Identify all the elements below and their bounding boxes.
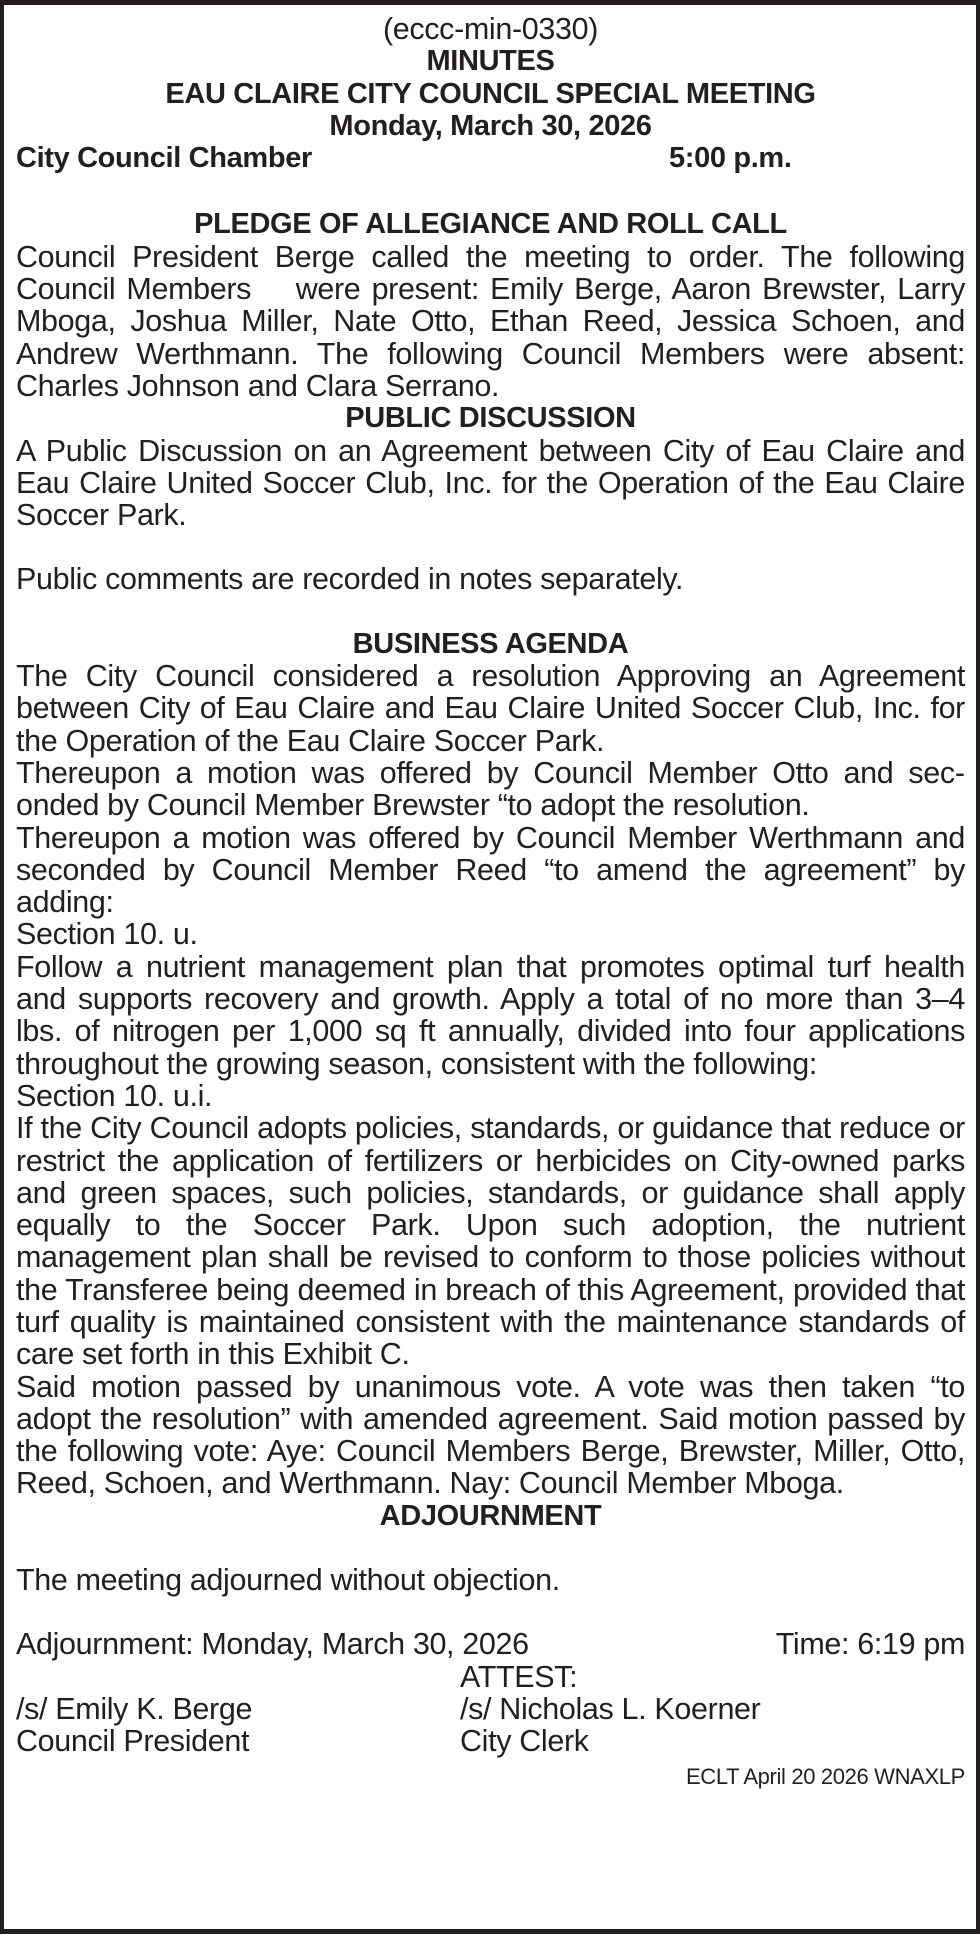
business-p1: The City Council considered a resolution Approving an Agreement between City of Eau Claire and Eau Claire United Soccer Club, Inc. for the Operation of the Eau Claire Soccer Park. (16, 659, 965, 758)
adjournment-row (16, 1628, 965, 1660)
adjournment-date: Adjournment: Monday, March 30, 2026 (16, 1627, 529, 1662)
section-10u-label: Section 10. u. (16, 917, 198, 952)
section-10ui-text: If the City Council adopts policies, standards, or guidance that reduce or restrict the application of fertilizers or herbicides on City-owned parks and green spaces, such policies, standards, or guidance shall apply equally to the Soccer Park. Upon such adoption, the nutrient management plan shall be revised to conform to those policies without the Transferee being deemed in breach of this Agreement, provided that turf quality is maintained consistent with the maintenance standards of care set forth in this Exhibit C. (16, 1111, 965, 1372)
meeting-time: 5:00 p.m. (669, 142, 792, 175)
attest-label: ATTEST: (460, 1659, 578, 1694)
president-title: Council President (16, 1724, 250, 1759)
public-discussion-text: A Public Discussion on an Agreement between City of Eau Claire and Eau Claire United Soccer Club, Inc. for the Operation of the Eau Claire Soccer Park. (16, 433, 965, 533)
adjournment-text: The meeting adjourned without objection. (16, 1563, 560, 1598)
doc-id: (eccc-min-0330) (382, 12, 599, 46)
public-discussion-heading: PUBLIC DISCUSSION (345, 402, 636, 435)
public-comments-note: Public comments are recorded in notes separately. (16, 562, 684, 597)
pledge-heading: PLEDGE OF ALLEGIANCE AND ROLL CALL (194, 208, 787, 241)
doc-title: MINUTES (426, 45, 555, 78)
president-signature: /s/ Emily K. Berge (16, 1691, 253, 1726)
publication-footer: ECLT April 20 2026 WNAXLP (685, 1763, 965, 1789)
meeting-location: City Council Chamber (16, 142, 312, 175)
adjournment-heading: ADJOURNMENT (379, 1499, 602, 1532)
meeting-name: EAU CLAIRE CITY COUNCIL SPECIAL MEETING (165, 77, 816, 110)
meeting-date: Monday, March 30, 2026 (329, 109, 652, 142)
business-p2: Thereupon a motion was offered by Council Member Otto and seconded by Council Member Brewster “to adopt the resolution. (16, 755, 965, 823)
attest-row (16, 1661, 965, 1693)
clerk-title: City Clerk (460, 1724, 589, 1759)
business-p4: Said motion passed by unanimous vote. A vote was then taken “to adopt the resolution” with amended agreement. Said motion passed by the following vote: Aye: Council Members Berge, Brewster, Miller, Otto, Reed, Schoen, and Werthmann. Nay: Council Member Mboga. (16, 1369, 965, 1501)
signature-name-row (16, 1693, 965, 1725)
business-p3: Thereupon a motion was offered by Council Member Werthmann and seconded by Council Member Reed “to amend the agreement” by adding: (16, 820, 965, 920)
section-10u-text: Follow a nutrient management plan that promotes optimal turf health and supports recovery and growth. Apply a total of no more than 3–4 lbs. of nitrogen per 1,000 sq ft annually, divided into four applications throughout the growing season, consistent with the following: (16, 949, 965, 1081)
pledge-text: Council President Berge called the meeting to order. The following Council Members were present: Emily Berge, Aaron Brewster, Larry Mboga, Joshua Miller, Nate Otto, Ethan Reed, Jessica Schoen, and Andrew Werthmann. The following Council Members were absent: Charles Johnson and Clara Serrano. (16, 239, 974, 403)
clerk-signature: /s/ Nicholas L. Koerner (460, 1691, 761, 1726)
adjournment-time: Time: 6:19 pm (775, 1627, 965, 1662)
location-time-row (16, 142, 965, 174)
section-10ui-label: Section 10. u.i. (16, 1078, 213, 1113)
business-heading: BUSINESS AGENDA (352, 627, 629, 660)
signature-title-row (16, 1725, 965, 1757)
